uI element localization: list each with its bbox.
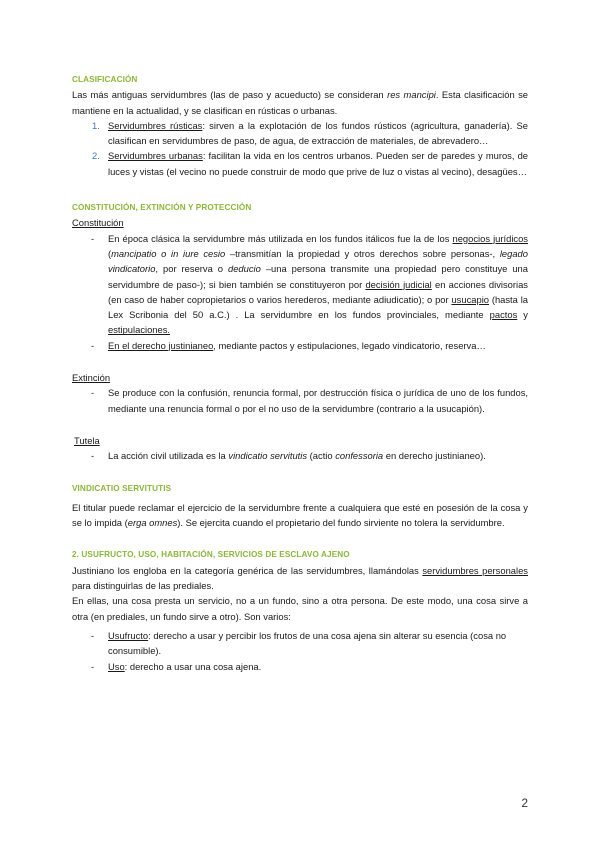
list-marker: - [91,387,95,399]
text-run: La acción civil utilizada es la [108,450,229,462]
text-run: (hasta la Lex Scribonia del 50 a.C.) . La servidumbre en los fundos provinciales, mediante [108,293,529,321]
italic-term: res mancipi [387,89,436,101]
paragraph-vindicatio [72,500,528,531]
italic-term: confessoria [335,450,384,462]
underlined-term: Usufructo [108,629,149,641]
text-run: El titular puede reclamar el ejercicio de la servidumbre frente a cualquiera que esté en posesión de la cosa y se lo impida ( [72,501,528,529]
paragraph-usufructo-1 [72,563,528,594]
list-item [72,148,528,179]
list-marker: - [91,660,95,672]
text-run: ( [108,247,112,259]
text-run: en acciones divisorias (en caso de haber copropietarios o varios herederos, mediante adiudicatio); o por [108,278,528,305]
heading-vindicatio: VINDICATIO SERVITUTIS [72,483,172,493]
list-marker: - [91,232,95,244]
list-item [72,448,528,463]
text-run: : facilitan la vida en los centros urbanos. Pueden ser de paredes y muros, de luces y vistas (el vecino no puede construir de modo que prive de luz o vistas al vecino), desagües… [108,150,528,177]
list-item [72,118,528,149]
list-tutela [72,448,528,463]
paragraph-clasificacion-intro [72,87,528,118]
list-usufructo [72,628,528,674]
list-item [72,659,528,674]
text-run: : derecho a usar una cosa ajena. [124,660,262,672]
text-run: : derecho a usar y percibir los frutos de una cosa ajena sin alterar su esencia (cosa no consumible). [108,629,507,657]
text-run: para distinguirlas de las prediales. [72,580,214,592]
page-number: 2 [521,796,528,810]
italic-term: mancipatio o in iure cesio [111,247,226,259]
list-marker: 2. [92,150,100,162]
text-run: , mediante pactos y estipulaciones, legado vindicatorio, reserva… [213,339,486,351]
underlined-term: usucapio [451,293,489,305]
text-run: ). Se ejercita cuando el propietario del fundo sirviente no tolera la servidumbre. [177,517,505,529]
text-run: –una persona transmite una propiedad pero constituye una servidumbre de paso-); si bien también se constituyeron por [108,263,528,290]
underlined-term: Servidumbres rústicas [108,119,203,131]
text-run: en derecho justinianeo). [383,450,486,462]
paragraph-usufructo-2 [72,593,528,624]
heading-constitucion: CONSTITUCIÓN, EXTINCIÓN Y PROTECCIÓN [72,203,252,213]
list-constitucion [72,231,528,353]
underlined-term: Servidumbres urbanas [108,150,203,162]
list-clasificacion [72,118,528,179]
underlined-term: pactos [489,309,518,321]
text-run: , por reserva o [155,263,228,275]
list-item [72,338,528,353]
text-run: –transmitían la propiedad y otros derechos sobre personas-, [225,247,500,259]
heading-usufructo: 2. USUFRUCTO, USO, HABITACIÓN, SERVICIOS DE ESCLAVO AJENO [72,550,350,560]
text-run: (actio [307,450,336,462]
text-run: Justiniano los engloba en la categoría genérica de las servidumbres, llamándolas [72,564,423,576]
list-marker: - [91,629,95,641]
text-run: En ellas, una cosa presta un servicio, no a un fundo, sino a otra persona. De este modo, una cosa sirve a otra (en prediales, un fundo sirve a otro). Son varios: [72,595,528,622]
text-run: Se produce con la confusión, renuncia formal, por destrucción física o jurídica de uno de los fundos, mediante una renuncia formal o por el no uso de la servidumbre (contrario a la usucapión). [108,387,528,414]
underlined-term: servidumbres personales [422,564,528,576]
underlined-term: decisión judicial [365,278,432,290]
text-run: . Esta clasificación se mantiene en la actualidad, y se clasifican en rústicas o urbanas. [72,89,529,116]
underlined-term: estipulaciones. [108,324,171,336]
subheading-constitucion: Constitución [72,217,124,229]
subheading-tutela: Tutela [74,434,100,446]
text-run: En época clásica la servidumbre más utilizada en los fundos itálicos fue la de los [108,232,453,244]
list-item [72,628,528,659]
italic-term: legado vindicatorio [108,247,528,275]
list-marker: - [91,339,95,351]
document-page [72,72,528,674]
subheading-extincion: Extinción [72,372,111,384]
list-item [72,385,528,416]
italic-term: deducio [228,263,261,275]
list-item [72,231,528,338]
italic-term: vindicatio servitutis [228,450,308,462]
text-run: y [517,309,528,321]
text-run: Las más antiguas servidumbres (las de paso y acueducto) se consideran [72,89,388,101]
underlined-term: Uso [108,660,125,672]
underlined-term: En el derecho justinianeo [108,339,214,351]
list-extincion [72,385,528,416]
text-run: : sirven a la explotación de los fundos rústicos (agricultura, ganadería). Se clasifican en servidumbres de paso, de agua, de extracción de materiales, de abrevadero… [108,119,528,147]
underlined-term: negocios jurídicos [452,232,528,244]
list-marker: - [91,450,95,462]
list-marker: 1. [92,119,100,131]
heading-clasificacion: CLASIFICACIÓN [72,75,138,84]
italic-term: erga omnes [127,517,178,529]
